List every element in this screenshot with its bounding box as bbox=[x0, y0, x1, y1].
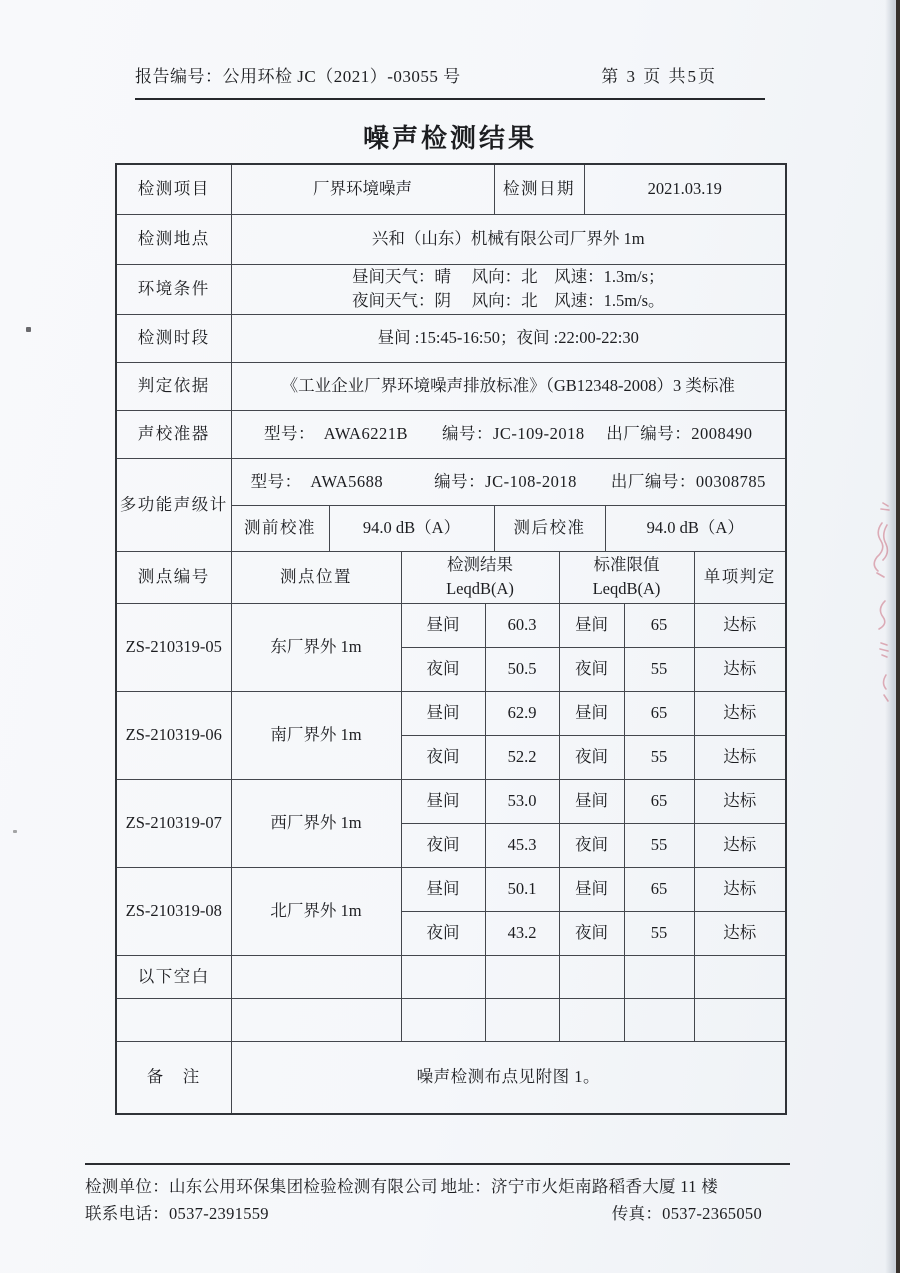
night-value: 50.5 bbox=[485, 647, 559, 691]
noise-result-table bbox=[115, 163, 787, 1115]
night-judgement: 达标 bbox=[694, 911, 786, 955]
period-night: 夜间 bbox=[559, 911, 624, 955]
period-night: 夜间 bbox=[401, 735, 485, 779]
page-footer bbox=[85, 1163, 790, 1227]
point-location: 西厂界外 1m bbox=[231, 779, 401, 867]
point-id: ZS-210319-06 bbox=[116, 691, 231, 779]
point-location: 北厂界外 1m bbox=[231, 867, 401, 955]
period-day: 昼间 bbox=[401, 779, 485, 823]
detect-item-label: 检测项目 bbox=[116, 164, 231, 214]
night-judgement: 达标 bbox=[694, 735, 786, 779]
footer-org: 检测单位：山东公用环保集团检验检测有限公司 bbox=[85, 1177, 438, 1196]
judge-basis-label: 判定依据 bbox=[116, 362, 231, 410]
result-row bbox=[116, 867, 786, 911]
period-night: 夜间 bbox=[401, 823, 485, 867]
report-number: 报告编号：公用环检 JC（2021）-03055 号 bbox=[135, 67, 461, 86]
judge-basis-value: 《工业企业厂界环境噪声排放标准》（GB12348-2008）3 类标准 bbox=[231, 362, 786, 410]
result-row bbox=[116, 691, 786, 735]
day-value: 62.9 bbox=[485, 691, 559, 735]
post-calibration-value: 94.0 dB（A） bbox=[605, 505, 786, 551]
page-header bbox=[135, 62, 765, 100]
location-label: 检测地点 bbox=[116, 214, 231, 264]
day-judgement: 达标 bbox=[694, 603, 786, 647]
night-value: 52.2 bbox=[485, 735, 559, 779]
period-night: 夜间 bbox=[559, 823, 624, 867]
env-day-line: 昼间天气：晴 风向：北 风速：1.3m/s； bbox=[351, 267, 665, 286]
env-condition-value bbox=[231, 264, 786, 314]
detect-date-label: 检测日期 bbox=[494, 164, 584, 214]
below-blank-label: 以下空白 bbox=[116, 955, 231, 998]
page-number: 第 3 页 共5页 bbox=[601, 67, 717, 86]
period-day: 昼间 bbox=[559, 867, 624, 911]
remark-label: 备 注 bbox=[116, 1041, 231, 1114]
pre-calibration-label: 测前校准 bbox=[231, 505, 329, 551]
day-judgement: 达标 bbox=[694, 779, 786, 823]
document-title: 噪声检测结果 bbox=[362, 124, 537, 153]
night-limit: 55 bbox=[624, 735, 694, 779]
day-limit: 65 bbox=[624, 779, 694, 823]
day-limit: 65 bbox=[624, 691, 694, 735]
point-location: 东厂界外 1m bbox=[231, 603, 401, 691]
col-limit bbox=[559, 551, 694, 603]
empty-cell bbox=[624, 955, 694, 998]
col-result-line1: 检测结果 bbox=[447, 555, 513, 574]
scan-dark-edge bbox=[896, 0, 900, 1273]
remark-text: 噪声检测布点见附图 1。 bbox=[231, 1041, 786, 1114]
day-value: 53.0 bbox=[485, 779, 559, 823]
day-limit: 65 bbox=[624, 867, 694, 911]
period-day: 昼间 bbox=[559, 603, 624, 647]
empty-cell bbox=[559, 955, 624, 998]
empty-cell bbox=[231, 955, 401, 998]
col-result-line2: LeqdB(A) bbox=[446, 579, 514, 598]
col-point-id: 测点编号 bbox=[116, 551, 231, 603]
period-day: 昼间 bbox=[401, 691, 485, 735]
night-value: 45.3 bbox=[485, 823, 559, 867]
env-night-line: 夜间天气：阴 风向：北 风速：1.5m/s。 bbox=[351, 291, 665, 310]
night-limit: 55 bbox=[624, 911, 694, 955]
scan-speck bbox=[26, 327, 31, 332]
point-location: 南厂界外 1m bbox=[231, 691, 401, 779]
empty-cell bbox=[485, 955, 559, 998]
empty-cell bbox=[401, 955, 485, 998]
empty-cell bbox=[116, 998, 231, 1041]
empty-cell bbox=[624, 998, 694, 1041]
detect-date-value: 2021.03.19 bbox=[584, 164, 786, 214]
period-night: 夜间 bbox=[559, 735, 624, 779]
calibrator-value: 型号： AWA6221B 编号：JC-109-2018 出厂编号：2008490 bbox=[231, 410, 786, 458]
post-calibration-label: 测后校准 bbox=[494, 505, 605, 551]
night-judgement: 达标 bbox=[694, 823, 786, 867]
calibrator-label: 声校准器 bbox=[116, 410, 231, 458]
night-limit: 55 bbox=[624, 647, 694, 691]
pre-calibration-value: 94.0 dB（A） bbox=[329, 505, 494, 551]
result-row bbox=[116, 603, 786, 647]
detect-item-value: 厂界环境噪声 bbox=[231, 164, 494, 214]
time-period-label: 检测时段 bbox=[116, 314, 231, 362]
col-limit-line1: 标准限值 bbox=[593, 555, 660, 574]
point-id: ZS-210319-07 bbox=[116, 779, 231, 867]
period-day: 昼间 bbox=[559, 779, 624, 823]
period-day: 昼间 bbox=[401, 603, 485, 647]
period-day: 昼间 bbox=[559, 691, 624, 735]
env-condition-label: 环境条件 bbox=[116, 264, 231, 314]
sound-meter-label: 多功能声级计 bbox=[116, 458, 231, 551]
empty-cell bbox=[559, 998, 624, 1041]
col-judgement: 单项判定 bbox=[694, 551, 786, 603]
night-judgement: 达标 bbox=[694, 647, 786, 691]
col-result bbox=[401, 551, 559, 603]
period-night: 夜间 bbox=[401, 911, 485, 955]
period-day: 昼间 bbox=[401, 867, 485, 911]
footer-fax: 传真：0537-2365050 bbox=[611, 1204, 762, 1223]
location-value: 兴和（山东）机械有限公司厂界外 1m bbox=[231, 214, 786, 264]
night-limit: 55 bbox=[624, 823, 694, 867]
period-night: 夜间 bbox=[401, 647, 485, 691]
night-value: 43.2 bbox=[485, 911, 559, 955]
footer-address: 地址：济宁市火炬南路稻香大厦 11 楼 bbox=[440, 1177, 718, 1196]
day-value: 50.1 bbox=[485, 867, 559, 911]
col-location: 测点位置 bbox=[231, 551, 401, 603]
day-limit: 65 bbox=[624, 603, 694, 647]
empty-cell bbox=[231, 998, 401, 1041]
sound-meter-model: 型号： AWA5688 编号：JC-108-2018 出厂编号：00308785 bbox=[231, 458, 786, 505]
day-judgement: 达标 bbox=[694, 867, 786, 911]
day-judgement: 达标 bbox=[694, 691, 786, 735]
point-id: ZS-210319-08 bbox=[116, 867, 231, 955]
scan-speck bbox=[13, 830, 17, 833]
day-value: 60.3 bbox=[485, 603, 559, 647]
footer-phone: 联系电话：0537-2391559 bbox=[85, 1204, 269, 1223]
empty-cell bbox=[485, 998, 559, 1041]
empty-cell bbox=[401, 998, 485, 1041]
stamp-bleed-marks bbox=[863, 495, 893, 710]
empty-cell bbox=[694, 998, 786, 1041]
col-limit-line2: LeqdB(A) bbox=[592, 579, 661, 598]
result-row bbox=[116, 779, 786, 823]
period-night: 夜间 bbox=[559, 647, 624, 691]
point-id: ZS-210319-05 bbox=[116, 603, 231, 691]
empty-cell bbox=[694, 955, 786, 998]
time-period-value: 昼间 :15:45-16:50；夜间 :22:00-22:30 bbox=[231, 314, 786, 362]
